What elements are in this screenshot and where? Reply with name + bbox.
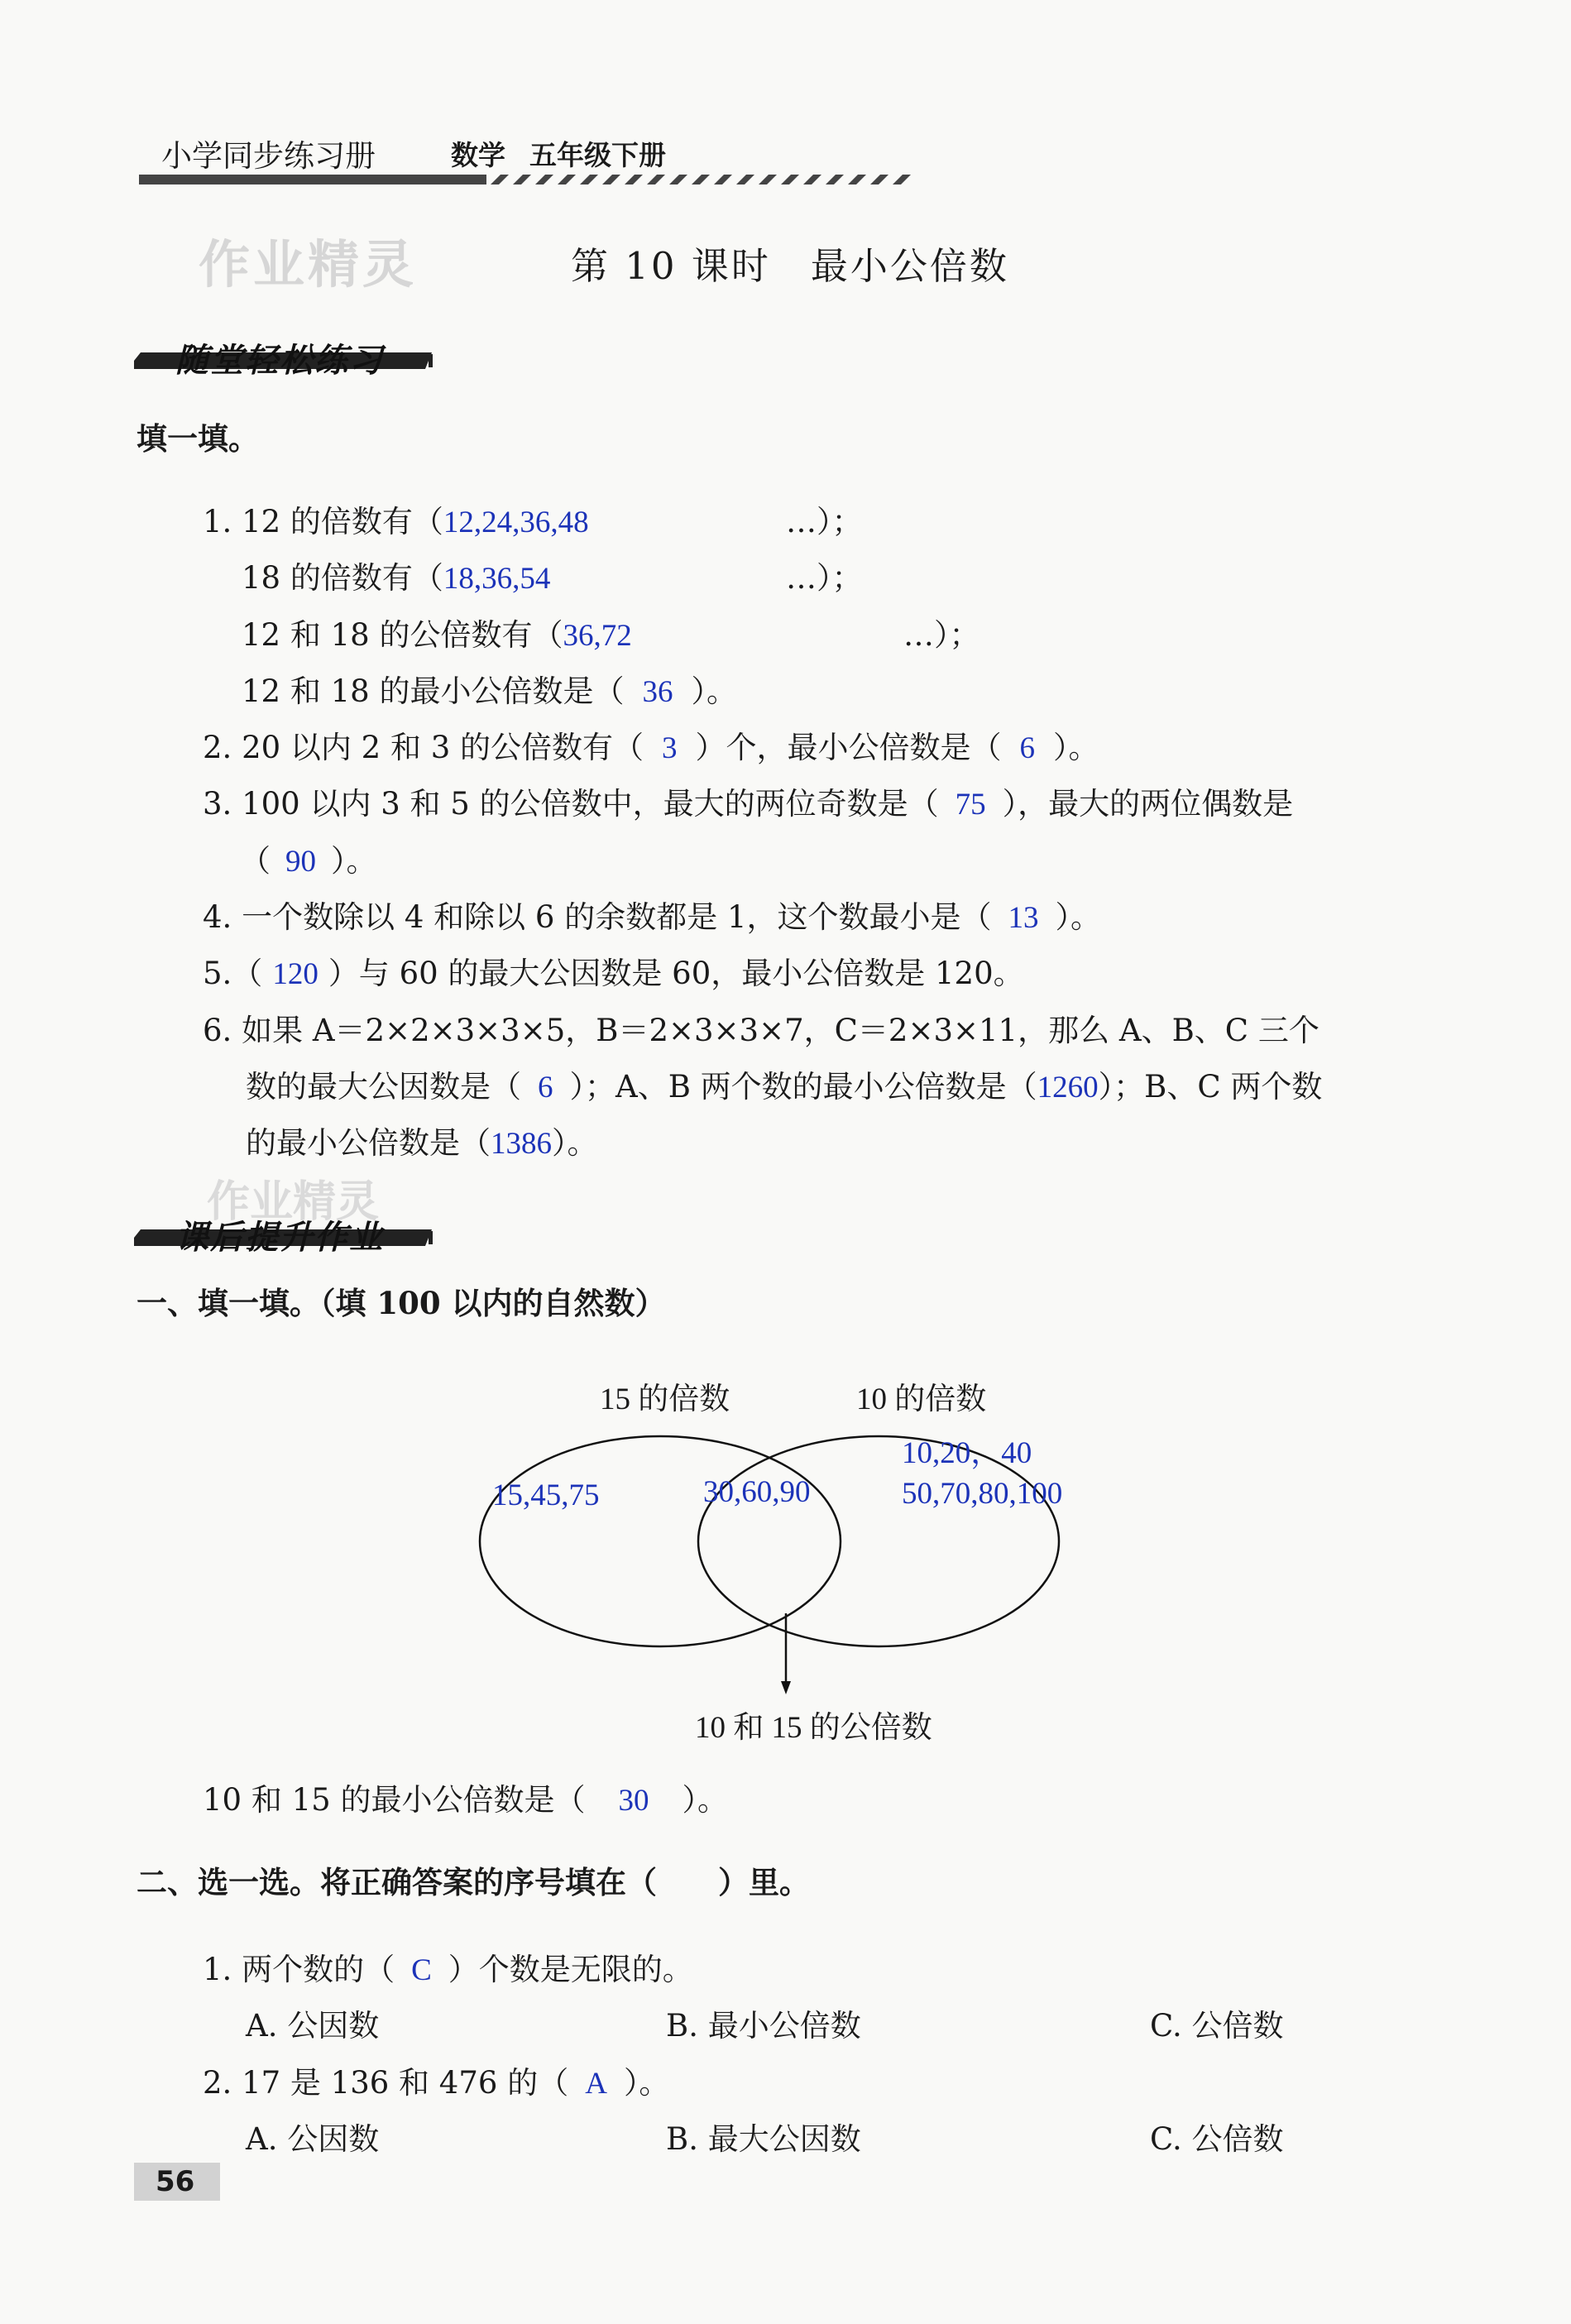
lesson-title: 第 10 课时 最小公倍数 (571, 244, 1009, 288)
answer: 18,36,54 (443, 562, 551, 596)
answer: 1386 (491, 1127, 552, 1161)
venn-diagram (447, 1382, 1142, 1771)
banner-label: 课后提升作业 (175, 1219, 384, 1257)
q3-line2: （ 90 ）。 (240, 843, 377, 879)
answer: 12,24,36,48 (443, 506, 589, 539)
answer: 75 (955, 788, 986, 822)
part2-heading: 二、选一选。将正确答案的序号填在（ ）里。 (137, 1864, 810, 1900)
header-rule (139, 172, 925, 187)
mc2-option-b: B. 最大公因数 (666, 2121, 861, 2157)
answer: 1260 (1037, 1071, 1099, 1104)
section-banner-practice (134, 331, 448, 381)
page-number: 56 (156, 2165, 195, 2198)
answer: 36,72 (563, 619, 632, 653)
q1-line2-end: …）； (786, 560, 863, 596)
watermark: 作业精灵 (207, 1177, 380, 1227)
answer: 90 (285, 845, 316, 879)
q6-line3: 的最小公倍数是（1386）。 (246, 1125, 598, 1161)
answer: A (585, 2067, 607, 2101)
mc2-option-a: A. 公因数 (246, 2121, 380, 2157)
answer: 3 (662, 731, 678, 765)
q6-line1: 6. 如果 A＝2×2×3×3×5，B＝2×3×3×7，C＝2×3×11，那么 A、B、C 三个 (203, 1013, 1320, 1048)
banner-label: 随堂轻松练习 (175, 342, 384, 380)
q2: 2. 20 以内 2 和 3 的公倍数有（ 3 ）个，最小公倍数是（ 6 ）。 (203, 730, 1099, 765)
section1-heading: 填一填。 (137, 420, 259, 457)
watermark: 作业精灵 (199, 234, 418, 295)
answer: 36 (642, 675, 673, 709)
q4: 4. 一个数除以 4 和除以 6 的余数都是 1，这个数最小是（ 13 ）。 (203, 899, 1101, 935)
part1-heading: 一、填一填。（填 100 以内的自然数） (137, 1285, 666, 1321)
mc2-option-c: C. 公倍数 (1150, 2121, 1284, 2157)
venn-right-label: 10 的倍数 (856, 1382, 987, 1416)
header-grade: 五年级下册 (529, 139, 666, 171)
answer: 6 (1019, 731, 1036, 765)
venn-overlap: 30,60,90 (703, 1475, 811, 1509)
q1-line3: 12 和 18 的公倍数有（36,72 (242, 617, 632, 653)
answer: C (411, 1953, 432, 1987)
mc1-option-b: B. 最小公倍数 (666, 2008, 861, 2044)
q1-line3-end: …）； (903, 617, 980, 653)
q6-line2: 数的最大公因数是（ 6 ）；A、B 两个数的最小公倍数是（1260）；B、C 两个数 (246, 1069, 1323, 1104)
lcm-question: 10 和 15 的最小公倍数是（ 30 ）。 (203, 1782, 728, 1818)
mc1-question: 1. 两个数的（ C ）个数是无限的。 (203, 1952, 693, 1987)
q3-line1: 3. 100 以内 3 和 5 的公倍数中，最大的两位奇数是（ 75 ），最大的两位偶数是 (203, 786, 1294, 822)
q1-line2: 18 的倍数有（18,36,54 (242, 560, 551, 596)
section-banner-homework (134, 1208, 448, 1258)
q1-line4: 12 和 18 的最小公倍数是（ 36 ）。 (242, 673, 737, 709)
mc1-option-a: A. 公因数 (246, 2008, 380, 2044)
mc1-option-c: C. 公倍数 (1150, 2008, 1284, 2044)
answer: 120 (272, 957, 319, 991)
venn-bottom-label: 10 和 15 的公倍数 (695, 1711, 932, 1745)
answer: 6 (538, 1071, 553, 1104)
venn-right-only-line2: 50,70,80,100 (902, 1477, 1063, 1511)
q1-line1: 1. 12 的倍数有（12,24,36,48 (203, 504, 589, 539)
venn-left-label: 15 的倍数 (600, 1382, 730, 1416)
header-series: 小学同步练习册 (161, 138, 376, 174)
answer: 13 (1008, 901, 1039, 935)
mc2-question: 2. 17 是 136 和 476 的（ A ）。 (203, 2065, 670, 2101)
header-subject: 数学 (451, 139, 505, 171)
q1-line1-end: …）； (786, 504, 863, 539)
q5: 5.（ 120 ）与 60 的最大公因数是 60，最小公倍数是 120。 (203, 956, 1024, 991)
answer: 30 (618, 1784, 649, 1818)
venn-left-only: 15,45,75 (492, 1478, 600, 1512)
venn-right-only-line1: 10,20，40 (902, 1436, 1032, 1470)
